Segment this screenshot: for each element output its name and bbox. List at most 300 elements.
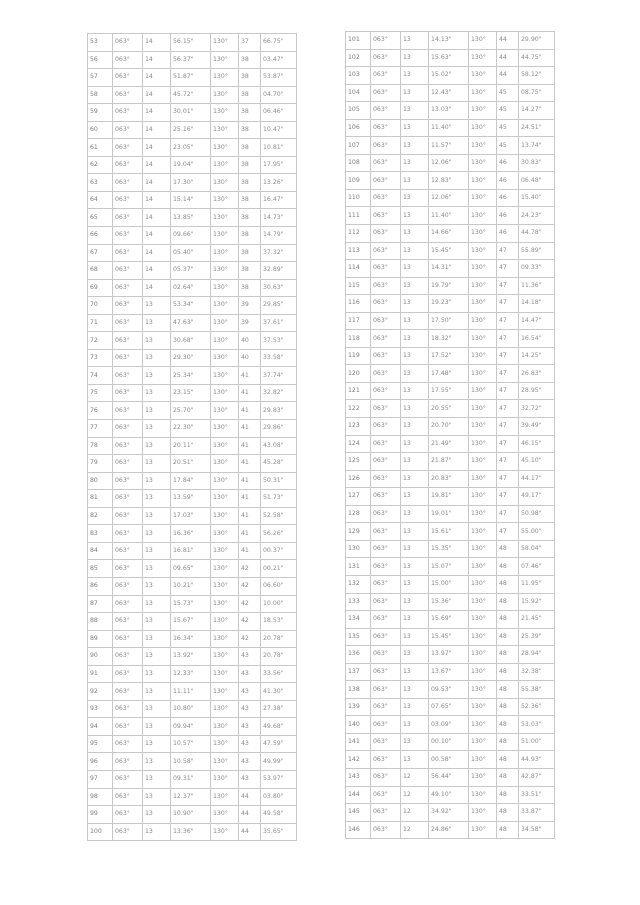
table-cell: 130°	[211, 630, 239, 648]
table-cell: 29.85"	[261, 297, 297, 315]
table-cell: 063°	[113, 139, 143, 157]
table-cell: 23.05"	[171, 139, 211, 157]
table-row	[88, 560, 297, 578]
table-cell: 05.40"	[171, 244, 211, 262]
table-cell: 121	[346, 382, 371, 400]
table-cell: 14	[143, 279, 171, 297]
table-cell: 130°	[211, 121, 239, 139]
table-cell: 063°	[371, 751, 401, 769]
table-cell: 10.90"	[171, 806, 211, 824]
table-cell: 69	[88, 279, 113, 297]
table-cell: 063°	[113, 507, 143, 525]
table-cell: 13	[401, 733, 429, 751]
table-cell: 131	[346, 558, 371, 576]
table-cell: 11.57"	[429, 137, 469, 155]
table-cell: 063°	[113, 332, 143, 350]
table-cell: 063°	[371, 84, 401, 102]
table-cell: 12.06"	[429, 154, 469, 172]
table-cell: 10.21"	[171, 577, 211, 595]
table-cell: 12.06"	[429, 189, 469, 207]
table-cell: 45.28"	[261, 455, 297, 473]
table-cell: 95	[88, 735, 113, 753]
table-cell: 130°	[211, 823, 239, 841]
table-cell: 130°	[211, 156, 239, 174]
table-cell: 130°	[211, 349, 239, 367]
table-row	[88, 455, 297, 473]
table-cell: 17.50"	[429, 312, 469, 330]
table-cell: 58.12"	[519, 67, 555, 85]
table-cell: 138	[346, 681, 371, 699]
table-cell: 063°	[113, 104, 143, 122]
table-cell: 130°	[469, 681, 497, 699]
table-cell: 130°	[211, 683, 239, 701]
table-cell: 130°	[469, 154, 497, 172]
table-cell: 14.25"	[519, 347, 555, 365]
table-cell: 130°	[469, 751, 497, 769]
table-row	[346, 505, 555, 523]
table-cell: 38	[239, 121, 261, 139]
table-cell: 14	[143, 139, 171, 157]
table-row	[88, 595, 297, 613]
table-cell: 71	[88, 314, 113, 332]
table-cell: 130°	[211, 139, 239, 157]
table-cell: 48	[497, 611, 519, 629]
table-cell: 00.21"	[261, 560, 297, 578]
table-cell: 13.59"	[171, 490, 211, 508]
table-row	[88, 735, 297, 753]
table-cell: 18.32"	[429, 330, 469, 348]
table-cell: 130°	[211, 420, 239, 438]
table-cell: 14.27"	[519, 102, 555, 120]
table-row	[346, 593, 555, 611]
table-cell: 063°	[113, 806, 143, 824]
table-cell: 130°	[211, 209, 239, 227]
table-cell: 063°	[371, 768, 401, 786]
table-cell: 24.86"	[429, 821, 469, 839]
table-cell: 12.33"	[171, 665, 211, 683]
table-cell: 063°	[113, 279, 143, 297]
table-cell: 13	[401, 418, 429, 436]
table-cell: 13	[401, 716, 429, 734]
table-row	[346, 154, 555, 172]
table-cell: 20.70"	[429, 418, 469, 436]
table-cell: 16.81"	[171, 542, 211, 560]
table-cell: 124	[346, 435, 371, 453]
table-cell: 41	[239, 525, 261, 543]
table-cell: 67	[88, 244, 113, 262]
table-row	[346, 277, 555, 295]
table-cell: 139	[346, 698, 371, 716]
table-cell: 47	[497, 330, 519, 348]
table-cell: 14	[143, 174, 171, 192]
table-cell: 13	[401, 698, 429, 716]
table-cell: 130°	[469, 67, 497, 85]
table-row	[88, 51, 297, 69]
table-cell: 53	[88, 34, 113, 52]
table-cell: 130°	[211, 402, 239, 420]
table-cell: 10.47"	[261, 121, 297, 139]
table-cell: 130°	[211, 34, 239, 52]
table-cell: 30.01"	[171, 104, 211, 122]
table-cell: 130°	[211, 788, 239, 806]
table-cell: 15.02"	[429, 67, 469, 85]
table-cell: 46	[497, 154, 519, 172]
table-cell: 38	[239, 227, 261, 245]
table-cell: 063°	[371, 102, 401, 120]
table-cell: 13	[143, 455, 171, 473]
table-cell: 111	[346, 207, 371, 225]
table-cell: 13	[401, 295, 429, 313]
table-row	[346, 260, 555, 278]
table-cell: 48	[497, 768, 519, 786]
table-cell: 14	[143, 209, 171, 227]
table-cell: 130°	[211, 227, 239, 245]
table-cell: 30.83"	[519, 154, 555, 172]
table-cell: 107	[346, 137, 371, 155]
table-cell: 13	[401, 540, 429, 558]
table-cell: 14	[143, 191, 171, 209]
table-cell: 68	[88, 262, 113, 280]
table-cell: 55.89"	[519, 242, 555, 260]
table-row	[346, 119, 555, 137]
table-cell: 44.93"	[519, 751, 555, 769]
table-cell: 09.66"	[171, 227, 211, 245]
table-cell: 13	[143, 437, 171, 455]
table-cell: 063°	[371, 681, 401, 699]
table-cell: 063°	[113, 472, 143, 490]
table-cell: 130°	[469, 663, 497, 681]
table-cell: 063°	[371, 225, 401, 243]
table-cell: 47.59"	[261, 735, 297, 753]
table-cell: 06.60"	[261, 577, 297, 595]
table-row	[88, 262, 297, 280]
table-cell: 130°	[469, 768, 497, 786]
table-cell: 48	[497, 540, 519, 558]
table-cell: 48	[497, 558, 519, 576]
table-cell: 47	[497, 295, 519, 313]
table-cell: 41	[239, 420, 261, 438]
table-cell: 063°	[371, 49, 401, 67]
table-cell: 130°	[469, 365, 497, 383]
table-cell: 91	[88, 665, 113, 683]
table-row	[88, 402, 297, 420]
table-cell: 11.40"	[429, 207, 469, 225]
table-cell: 13	[401, 312, 429, 330]
table-cell: 130°	[469, 242, 497, 260]
table-cell: 42	[239, 560, 261, 578]
table-cell: 14	[143, 69, 171, 87]
table-cell: 108	[346, 154, 371, 172]
table-cell: 37.53"	[261, 332, 297, 350]
table-row	[346, 32, 555, 50]
table-cell: 09.65"	[171, 560, 211, 578]
table-row	[88, 806, 297, 824]
table-cell: 13	[143, 753, 171, 771]
table-cell: 063°	[371, 365, 401, 383]
table-cell: 15.92"	[519, 593, 555, 611]
table-cell: 13	[401, 84, 429, 102]
table-cell: 93	[88, 700, 113, 718]
table-cell: 063°	[371, 154, 401, 172]
table-cell: 12.83"	[429, 172, 469, 190]
table-cell: 117	[346, 312, 371, 330]
table-cell: 16.47"	[261, 191, 297, 209]
table-cell: 25.70"	[171, 402, 211, 420]
table-cell: 13	[401, 242, 429, 260]
table-cell: 13	[401, 330, 429, 348]
table-cell: 47	[497, 312, 519, 330]
table-cell: 13	[401, 365, 429, 383]
table-cell: 130°	[469, 540, 497, 558]
table-cell: 15.36"	[429, 593, 469, 611]
table-cell: 13	[143, 560, 171, 578]
table-cell: 063°	[371, 628, 401, 646]
table-row	[88, 69, 297, 87]
table-cell: 100	[88, 823, 113, 841]
table-cell: 130°	[469, 646, 497, 664]
table-row	[88, 174, 297, 192]
table-cell: 33.56"	[261, 665, 297, 683]
table-cell: 105	[346, 102, 371, 120]
table-cell: 09.31"	[171, 770, 211, 788]
table-cell: 56	[88, 51, 113, 69]
table-cell: 43	[239, 718, 261, 736]
table-cell: 114	[346, 260, 371, 278]
table-row	[346, 558, 555, 576]
table-cell: 130°	[211, 560, 239, 578]
table-cell: 30.68"	[171, 332, 211, 350]
table-cell: 39	[239, 297, 261, 315]
table-cell: 125	[346, 453, 371, 471]
table-cell: 46	[497, 225, 519, 243]
table-cell: 063°	[371, 523, 401, 541]
table-cell: 59	[88, 104, 113, 122]
table-cell: 20.78"	[261, 648, 297, 666]
table-row	[88, 121, 297, 139]
table-row	[346, 418, 555, 436]
table-cell: 45	[497, 137, 519, 155]
table-cell: 09.53"	[429, 681, 469, 699]
table-row	[88, 420, 297, 438]
table-row	[346, 242, 555, 260]
table-row	[88, 104, 297, 122]
table-cell: 063°	[371, 786, 401, 804]
table-row	[346, 575, 555, 593]
table-row	[88, 244, 297, 262]
table-cell: 130°	[469, 207, 497, 225]
table-cell: 33.87"	[519, 804, 555, 822]
table-cell: 32.38"	[519, 663, 555, 681]
table-cell: 130°	[469, 488, 497, 506]
table-cell: 130°	[469, 260, 497, 278]
table-cell: 14	[143, 262, 171, 280]
table-cell: 32.82"	[261, 384, 297, 402]
table-row	[88, 384, 297, 402]
table-row	[346, 330, 555, 348]
table-cell: 063°	[113, 735, 143, 753]
table-cell: 130°	[469, 32, 497, 50]
table-cell: 13	[401, 751, 429, 769]
table-cell: 30.63"	[261, 279, 297, 297]
table-cell: 64	[88, 191, 113, 209]
table-cell: 130°	[469, 277, 497, 295]
table-cell: 43.08"	[261, 437, 297, 455]
table-cell: 063°	[113, 69, 143, 87]
table-cell: 42	[239, 613, 261, 631]
table-row	[346, 295, 555, 313]
table-cell: 40	[239, 332, 261, 350]
table-cell: 15.45"	[429, 242, 469, 260]
table-cell: 43	[239, 700, 261, 718]
table-cell: 47	[497, 260, 519, 278]
table-cell: 11.36"	[519, 277, 555, 295]
table-cell: 06.48"	[519, 172, 555, 190]
table-cell: 063°	[371, 277, 401, 295]
table-cell: 45	[497, 102, 519, 120]
table-cell: 063°	[371, 67, 401, 85]
table-cell: 48	[497, 575, 519, 593]
table-cell: 14.66"	[429, 225, 469, 243]
table-cell: 130°	[211, 490, 239, 508]
table-row	[88, 279, 297, 297]
table-cell: 08.75"	[519, 84, 555, 102]
table-cell: 13	[143, 665, 171, 683]
table-cell: 14	[143, 156, 171, 174]
table-cell: 130°	[469, 470, 497, 488]
table-cell: 45	[497, 84, 519, 102]
table-cell: 106	[346, 119, 371, 137]
table-cell: 37.32"	[261, 244, 297, 262]
table-cell: 130°	[211, 174, 239, 192]
table-cell: 130°	[211, 753, 239, 771]
table-cell: 99	[88, 806, 113, 824]
table-cell: 51.00"	[519, 733, 555, 751]
table-cell: 56.15"	[171, 34, 211, 52]
table-cell: 130°	[469, 523, 497, 541]
table-row	[88, 542, 297, 560]
table-cell: 130°	[469, 172, 497, 190]
table-cell: 18.53"	[261, 613, 297, 631]
table-row	[88, 191, 297, 209]
table-cell: 15.07"	[429, 558, 469, 576]
table-cell: 87	[88, 595, 113, 613]
table-cell: 13	[401, 137, 429, 155]
table-cell: 130°	[211, 69, 239, 87]
table-row	[88, 209, 297, 227]
table-cell: 137	[346, 663, 371, 681]
table-row	[88, 367, 297, 385]
table-cell: 98	[88, 788, 113, 806]
table-cell: 130°	[211, 735, 239, 753]
table-cell: 10.58"	[171, 753, 211, 771]
table-cell: 130°	[211, 51, 239, 69]
table-cell: 13	[143, 349, 171, 367]
table-cell: 146	[346, 821, 371, 839]
table-cell: 063°	[371, 558, 401, 576]
table-cell: 43	[239, 665, 261, 683]
table-row	[88, 437, 297, 455]
table-cell: 130°	[211, 665, 239, 683]
table-cell: 130°	[211, 279, 239, 297]
table-cell: 13	[143, 683, 171, 701]
table-cell: 115	[346, 277, 371, 295]
table-cell: 43	[239, 683, 261, 701]
table-cell: 136	[346, 646, 371, 664]
table-cell: 38	[239, 69, 261, 87]
table-cell: 063°	[371, 821, 401, 839]
table-cell: 133	[346, 593, 371, 611]
table-cell: 130°	[469, 716, 497, 734]
table-cell: 13	[401, 49, 429, 67]
table-cell: 55.38"	[519, 681, 555, 699]
table-cell: 41.30"	[261, 683, 297, 701]
table-cell: 063°	[113, 174, 143, 192]
table-row	[346, 49, 555, 67]
table-cell: 10.00"	[261, 595, 297, 613]
table-cell: 063°	[371, 260, 401, 278]
table-cell: 109	[346, 172, 371, 190]
table-cell: 20.51"	[171, 455, 211, 473]
table-cell: 063°	[371, 505, 401, 523]
table-cell: 19.79"	[429, 277, 469, 295]
table-cell: 130°	[469, 330, 497, 348]
table-cell: 05.37"	[171, 262, 211, 280]
table-cell: 13	[401, 400, 429, 418]
table-cell: 00.10"	[429, 733, 469, 751]
table-row	[88, 823, 297, 841]
table-cell: 130°	[211, 806, 239, 824]
table-cell: 47	[497, 277, 519, 295]
table-cell: 13	[143, 384, 171, 402]
table-cell: 90	[88, 648, 113, 666]
table-cell: 063°	[371, 663, 401, 681]
table-row	[346, 137, 555, 155]
table-cell: 19.23"	[429, 295, 469, 313]
table-cell: 130°	[211, 244, 239, 262]
table-cell: 07.46"	[519, 558, 555, 576]
table-cell: 126	[346, 470, 371, 488]
table-cell: 12	[401, 821, 429, 839]
table-cell: 22.30"	[171, 420, 211, 438]
table-cell: 38	[239, 51, 261, 69]
table-cell: 14.79"	[261, 227, 297, 245]
table-cell: 130°	[469, 84, 497, 102]
table-cell: 140	[346, 716, 371, 734]
table-cell: 38	[239, 209, 261, 227]
table-row	[346, 733, 555, 751]
table-cell: 130°	[211, 332, 239, 350]
table-cell: 24.23"	[519, 207, 555, 225]
table-cell: 78	[88, 437, 113, 455]
table-cell: 130°	[469, 698, 497, 716]
table-cell: 13	[401, 646, 429, 664]
table-row	[88, 227, 297, 245]
table-cell: 15.69"	[429, 611, 469, 629]
table-cell: 14	[143, 104, 171, 122]
table-cell: 13	[143, 718, 171, 736]
table-cell: 063°	[113, 191, 143, 209]
table-cell: 063°	[113, 86, 143, 104]
table-row	[346, 365, 555, 383]
table-cell: 130°	[211, 577, 239, 595]
table-cell: 130°	[469, 435, 497, 453]
table-row	[346, 698, 555, 716]
table-cell: 16.34"	[171, 630, 211, 648]
table-cell: 122	[346, 400, 371, 418]
table-cell: 49.68"	[261, 718, 297, 736]
table-cell: 73	[88, 349, 113, 367]
table-row	[346, 681, 555, 699]
